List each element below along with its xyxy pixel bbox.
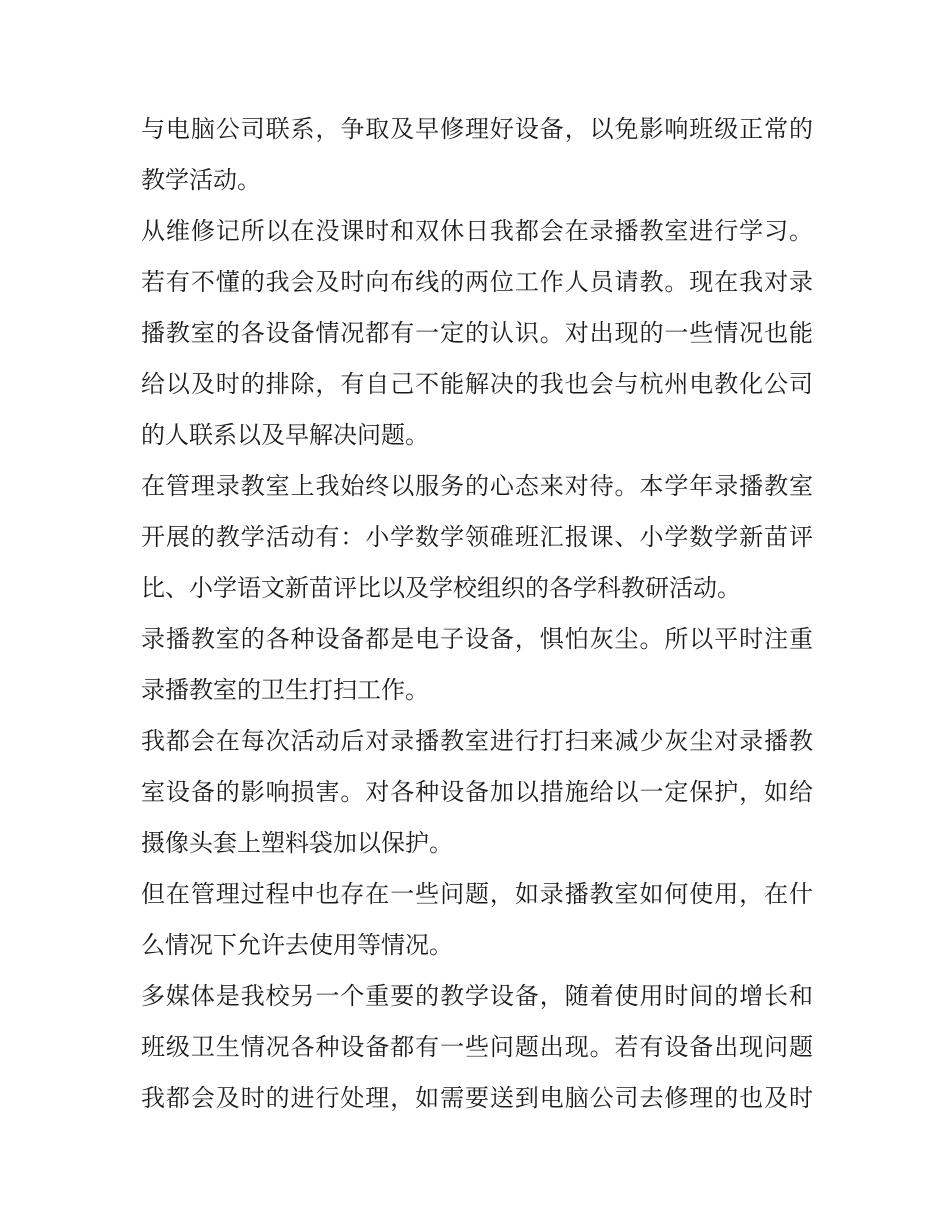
text-line: 我都会在每次活动后对录播教室进行打扫来减少灰尘对录播教 <box>141 727 813 755</box>
text-line: 但在管理过程中也存在一些问题，如录播教室如何使用，在什 <box>141 880 813 908</box>
text-line: 班级卫生情况各种设备都有一些问题出现。若有设备出现问题 <box>141 1033 813 1061</box>
text-line: 若有不懂的我会及时向布线的两位工作人员请教。现在我对录 <box>141 268 813 296</box>
text-line: 摄像头套上塑料袋加以保护。 <box>141 829 453 857</box>
text-line: 从维修记所以在没课时和双休日我都会在录播教室进行学习。 <box>141 217 813 245</box>
text-line: 播教室的各设备情况都有一定的认识。对出现的一些情况也能 <box>141 319 813 347</box>
text-line: 录播教室的各种设备都是电子设备，惧怕灰尘。所以平时注重 <box>141 625 813 653</box>
text-line: 给以及时的排除，有自己不能解决的我也会与杭州电教化公司 <box>141 370 813 398</box>
text-line: 录播教室的卫生打扫工作。 <box>141 676 429 704</box>
text-line: 多媒体是我校另一个重要的教学设备，随着使用时间的增长和 <box>141 982 813 1010</box>
text-line: 与电脑公司联系，争取及早修理好设备，以免影响班级正常的 <box>141 115 813 143</box>
text-line: 在管理录教室上我始终以服务的心态来对待。本学年录播教室 <box>141 472 813 500</box>
text-line: 室设备的影响损害。对各种设备加以措施给以一定保护，如给 <box>141 778 813 806</box>
text-line: 我都会及时的进行处理，如需要送到电脑公司去修理的也及时 <box>141 1084 813 1112</box>
document-body <box>141 104 813 1124</box>
text-line: 比、小学语文新苗评比以及学校组织的各学科教研活动。 <box>141 574 741 602</box>
text-line: 开展的教学活动有：小学数学领碓班汇报课、小学数学新苗评 <box>141 523 813 551</box>
text-line: 么情况下允许去使用等情况。 <box>141 931 453 959</box>
text-line: 教学活动。 <box>141 166 261 194</box>
text-line: 的人联系以及早解决问题。 <box>141 421 429 449</box>
